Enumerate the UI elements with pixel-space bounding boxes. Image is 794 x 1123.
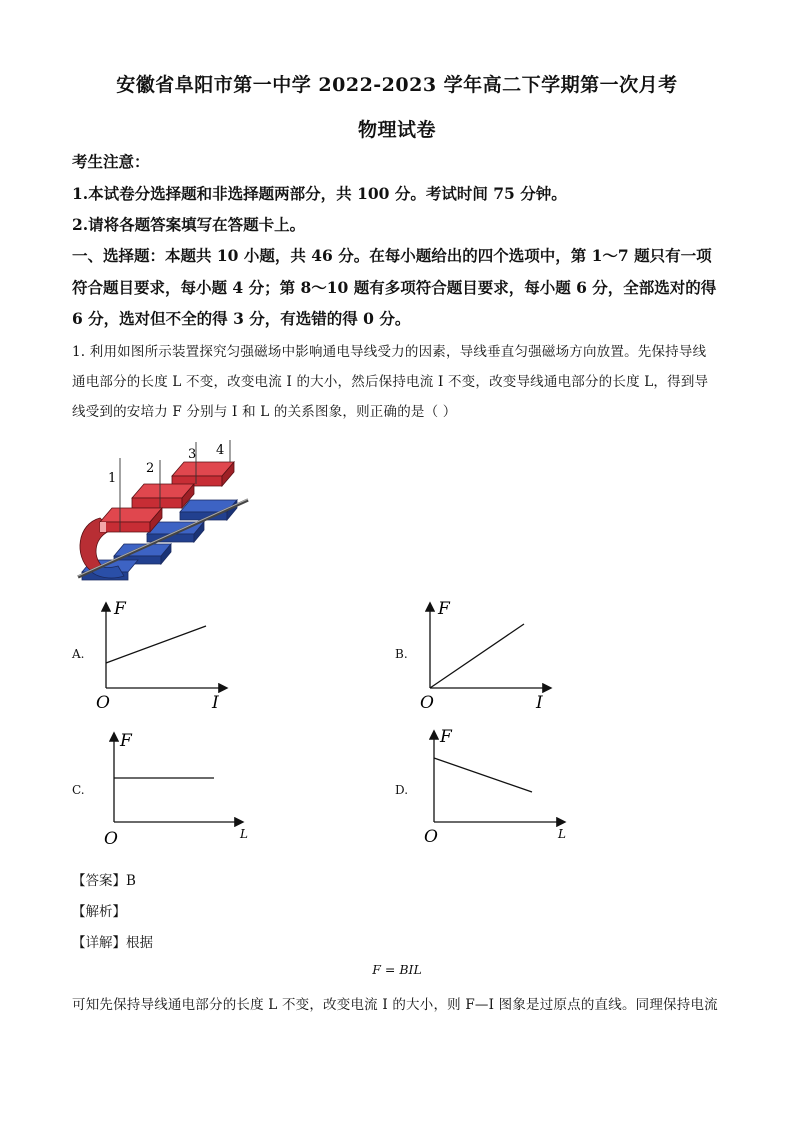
option-d-label: D. [395, 783, 409, 797]
x-axis-label: I [536, 693, 543, 713]
y-axis-label: F [120, 731, 132, 751]
explanation-text: 可知先保持导线通电部分的长度 L 不变，改变电流 I 的大小，则 F—I 图象是过原点的直线。同理保持电流 [72, 997, 718, 1013]
note-item: 1.本试卷分选择题和非选择题两部分，共 100 分。考试时间 75 分钟。 [72, 184, 567, 203]
option-b-graph [416, 596, 566, 714]
note-item: 2.请将各题答案填写在答题卡上。 [72, 215, 306, 234]
current-wire [78, 500, 248, 577]
question-text: 1. 利用如图所示装置探究匀强磁场中影响通电导线受力的因素，导线垂直匀强磁场方向放置。先保持导线 [72, 344, 707, 360]
question-text: 线受到的安培力 F 分别与 I 和 L 的关系图象，则正确的是（ ） [72, 404, 457, 420]
answer-line [72, 869, 136, 889]
analysis-tag: 【解析】 [72, 904, 126, 920]
origin-label: O [96, 693, 110, 713]
option-d-graph [420, 724, 575, 849]
option-a-graph [92, 596, 242, 714]
question-text: 通电部分的长度 L 不变，改变电流 I 的大小，然后保持电流 I 不变，改变导线通电部分的长度 L，得到导 [72, 374, 709, 390]
detail-tag: 【详解】 [72, 935, 126, 951]
page-subtitle: 物理试卷 [357, 119, 436, 141]
figure-label: 1 [108, 471, 117, 486]
y-axis-label: F [114, 599, 126, 619]
detail-text: 根据 [126, 935, 153, 951]
section-instruction: 一、选择题：本题共 10 小题，共 46 分。在每小题给出的四个选项中，第 1～7 题只有一项 [72, 246, 712, 265]
graph-line [430, 624, 524, 688]
notes-heading: 考生注意： [72, 152, 150, 171]
origin-label: O [420, 693, 434, 713]
x-axis-label: I [212, 693, 219, 713]
option-c-graph [100, 726, 255, 851]
option-c-label: C. [72, 783, 85, 797]
x-axis-label: L [240, 827, 248, 841]
option-b-label: B. [395, 647, 408, 661]
answer-tag: 【答案】 [72, 873, 126, 889]
section-instruction: 6 分，选对但不全的得 3 分，有选错的得 0 分。 [72, 309, 411, 328]
y-axis-label: F [440, 727, 452, 747]
formula: F = BIL [372, 962, 422, 977]
graph-line [106, 626, 206, 663]
section-instruction: 符合题目要求，每小题 4 分；第 8～10 题有多项符合题目要求，每小题 6 分，全部选对的得 [72, 278, 717, 297]
origin-label: O [424, 827, 438, 847]
magnet-apparatus-figure [72, 438, 252, 583]
figure-label: 3 [188, 447, 197, 462]
origin-label: O [104, 829, 118, 849]
page-title: 安徽省阜阳市第一中学 2022-2023 学年高二下学期第一次月考 [116, 74, 678, 96]
figure-label: 2 [146, 461, 155, 476]
x-axis-label: L [558, 827, 566, 841]
option-a-label: A. [72, 647, 85, 661]
figure-label: 4 [216, 443, 225, 458]
answer-value: B [126, 873, 136, 889]
graph-line [434, 758, 532, 792]
y-axis-label: F [438, 599, 450, 619]
detail-line [72, 931, 153, 951]
